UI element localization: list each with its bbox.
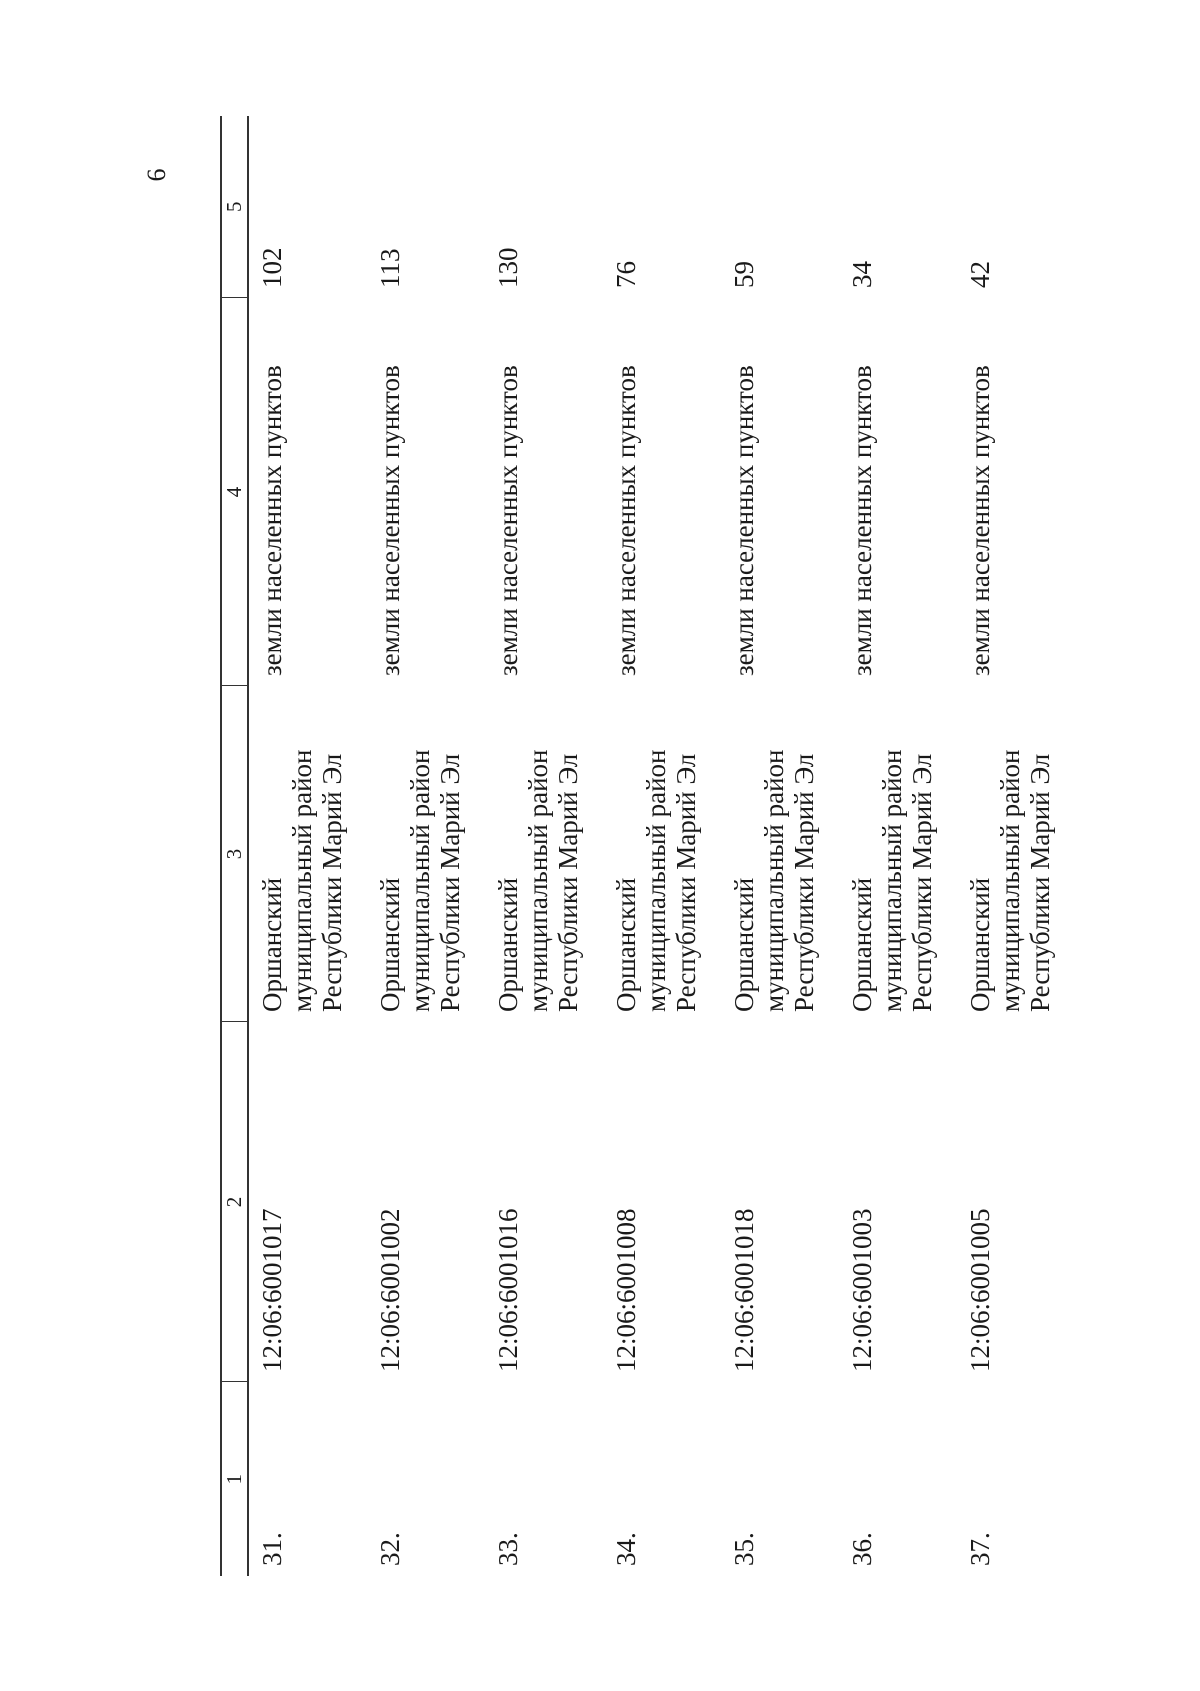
row-number: 37.: [965, 1532, 995, 1566]
cadastral-number: 12:06:6001005: [965, 1208, 995, 1372]
value: 42: [965, 261, 995, 288]
column-header-3: 3: [221, 686, 248, 1022]
column-header-2: 2: [221, 1022, 248, 1382]
location: Оршанский муниципальный район Республики Марий Эл: [375, 749, 465, 1012]
column-header-1: 1: [221, 1382, 248, 1576]
cadastral-number: 12:06:6001016: [493, 1208, 523, 1372]
value: 34: [847, 261, 877, 288]
row-number: 31.: [257, 1532, 287, 1566]
column-header-5: 5: [221, 116, 248, 298]
row-number: 33.: [493, 1532, 523, 1566]
land-category: земли населенных пунктов: [493, 365, 523, 676]
value: 113: [375, 248, 405, 288]
table-row: [721, 116, 839, 1576]
location: Оршанский муниципальный район Республики Марий Эл: [847, 749, 937, 1012]
location: Оршанский муниципальный район Республики Марий Эл: [611, 749, 701, 1012]
cadastral-number: 12:06:6001003: [847, 1208, 877, 1372]
row-number: 36.: [847, 1532, 877, 1566]
location: Оршанский муниципальный район Республики Марий Эл: [729, 749, 819, 1012]
land-category: земли населенных пунктов: [375, 365, 405, 676]
cadastral-number: 12:06:6001018: [729, 1208, 759, 1372]
cadastral-number: 12:06:6001017: [257, 1208, 287, 1372]
rotated-sheet: [220, 116, 1055, 1576]
table-row: [367, 116, 485, 1576]
land-plots-table: [220, 116, 1075, 1576]
row-number: 34.: [611, 1532, 641, 1566]
table-row: [957, 116, 1075, 1576]
value: 130: [493, 247, 523, 288]
land-category: земли населенных пунктов: [847, 365, 877, 676]
location: Оршанский муниципальный район Республики Марий Эл: [257, 749, 347, 1012]
land-category: земли населенных пунктов: [965, 365, 995, 676]
location: Оршанский муниципальный район Республики Марий Эл: [493, 749, 583, 1012]
table-header-row: [221, 116, 248, 1576]
table-row: [485, 116, 603, 1576]
cadastral-number: 12:06:6001008: [611, 1208, 641, 1372]
row-number: 32.: [375, 1532, 405, 1566]
cadastral-number: 12:06:6001002: [375, 1208, 405, 1372]
table-row: [603, 116, 721, 1576]
land-category: земли населенных пунктов: [611, 365, 641, 676]
column-header-4: 4: [221, 298, 248, 686]
table-row: [248, 116, 367, 1576]
value: 59: [729, 261, 759, 288]
land-category: земли населенных пунктов: [729, 365, 759, 676]
location: Оршанский муниципальный район Республики Марий Эл: [965, 749, 1055, 1012]
row-number: 35.: [729, 1532, 759, 1566]
value: 76: [611, 261, 641, 288]
table-row: [839, 116, 957, 1576]
value: 102: [257, 247, 287, 288]
land-category: земли населенных пунктов: [257, 365, 287, 676]
page-number: 6: [142, 168, 171, 182]
